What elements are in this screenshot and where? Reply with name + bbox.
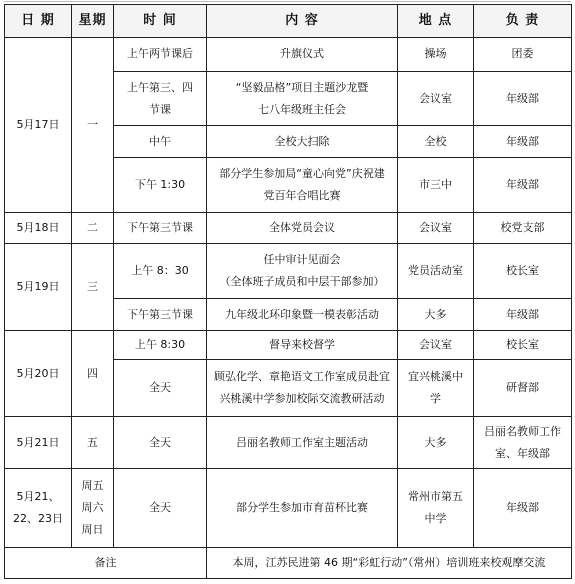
content-cell: 顾弘化学、章艳语文工作室成员赴宜 兴桃溪中学参加校际交流教研活动 — [207, 360, 398, 417]
time-cell: 下午 1:30 — [114, 157, 207, 212]
header-content: 内 容 — [207, 5, 398, 38]
remarks-row — [5, 548, 572, 579]
time-cell: 全天 — [114, 417, 207, 469]
header-weekday: 星期 — [72, 5, 114, 38]
weekday-cell: 四 — [72, 330, 114, 416]
table-row — [5, 244, 572, 299]
weekday-cell: 周五 周六 周日 — [72, 469, 114, 548]
time-cell: 上午 8：30 — [114, 244, 207, 299]
remarks-label: 备注 — [5, 548, 207, 579]
weekday-cell: 五 — [72, 417, 114, 469]
content-cell: “坚毅品格”项目主题沙龙暨 七八年级班主任会 — [207, 71, 398, 126]
responsible-cell: 年级部 — [474, 126, 572, 158]
table-row — [5, 38, 572, 72]
weekly-schedule-table — [4, 4, 572, 579]
date-cell: 5月21、 22、23日 — [5, 469, 72, 548]
content-cell: 吕丽名教师工作室主题活动 — [207, 417, 398, 469]
date-cell: 5月17日 — [5, 38, 72, 213]
date-cell: 5月18日 — [5, 212, 72, 244]
table-row — [5, 212, 572, 244]
content-cell: 全校大扫除 — [207, 126, 398, 158]
content-cell: 部分学生参加局“童心向党”庆祝建 党百年合唱比赛 — [207, 157, 398, 212]
top-rule — [4, 1, 571, 2]
responsible-cell: 团委 — [474, 38, 572, 72]
time-cell: 上午两节课后 — [114, 38, 207, 72]
location-cell: 全校 — [398, 126, 474, 158]
header-time: 时 间 — [114, 5, 207, 38]
responsible-cell: 校长室 — [474, 330, 572, 359]
time-cell: 中午 — [114, 126, 207, 158]
time-cell: 下午第三节课 — [114, 212, 207, 244]
header-responsible: 负 责 — [474, 5, 572, 38]
responsible-cell: 年级部 — [474, 469, 572, 548]
responsible-cell: 年级部 — [474, 157, 572, 212]
content-cell: 督导来校督学 — [207, 330, 398, 359]
time-cell: 全天 — [114, 469, 207, 548]
weekday-cell: 二 — [72, 212, 114, 244]
location-cell: 市三中 — [398, 157, 474, 212]
header-date: 日 期 — [5, 5, 72, 38]
location-cell: 常州市第五 中学 — [398, 469, 474, 548]
location-cell: 会议室 — [398, 212, 474, 244]
responsible-cell: 吕丽名教师工作 室、年级部 — [474, 417, 572, 469]
content-cell: 部分学生参加市育苗杯比赛 — [207, 469, 398, 548]
responsible-cell: 年级部 — [474, 299, 572, 331]
location-cell: 操场 — [398, 38, 474, 72]
time-cell: 下午第三节课 — [114, 299, 207, 331]
table-row — [5, 469, 572, 548]
header-location: 地 点 — [398, 5, 474, 38]
weekday-cell: 三 — [72, 244, 114, 330]
location-cell: 宜兴桃溪中 学 — [398, 360, 474, 417]
responsible-cell: 年级部 — [474, 71, 572, 126]
location-cell: 大多 — [398, 417, 474, 469]
remarks-text: 本周，江苏民进第 46 期“彩虹行动”（常州）培训班来校观摩交流 — [207, 548, 572, 579]
header-row — [5, 5, 572, 38]
time-cell: 上午第三、四 节课 — [114, 71, 207, 126]
content-cell: 任中审计见面会 （全体班子成员和中层干部参加） — [207, 244, 398, 299]
location-cell: 会议室 — [398, 71, 474, 126]
responsible-cell: 校党支部 — [474, 212, 572, 244]
responsible-cell: 校长室 — [474, 244, 572, 299]
responsible-cell: 研督部 — [474, 360, 572, 417]
location-cell: 会议室 — [398, 330, 474, 359]
time-cell: 全天 — [114, 360, 207, 417]
location-cell: 大多 — [398, 299, 474, 331]
table-row — [5, 417, 572, 469]
table-row — [5, 330, 572, 359]
date-cell: 5月19日 — [5, 244, 72, 330]
location-cell: 党员活动室 — [398, 244, 474, 299]
content-cell: 九年级北环印象暨一模表彰活动 — [207, 299, 398, 331]
time-cell: 上午 8:30 — [114, 330, 207, 359]
date-cell: 5月20日 — [5, 330, 72, 416]
content-cell: 全体党员会议 — [207, 212, 398, 244]
weekday-cell: 一 — [72, 38, 114, 213]
date-cell: 5月21日 — [5, 417, 72, 469]
content-cell: 升旗仪式 — [207, 38, 398, 72]
